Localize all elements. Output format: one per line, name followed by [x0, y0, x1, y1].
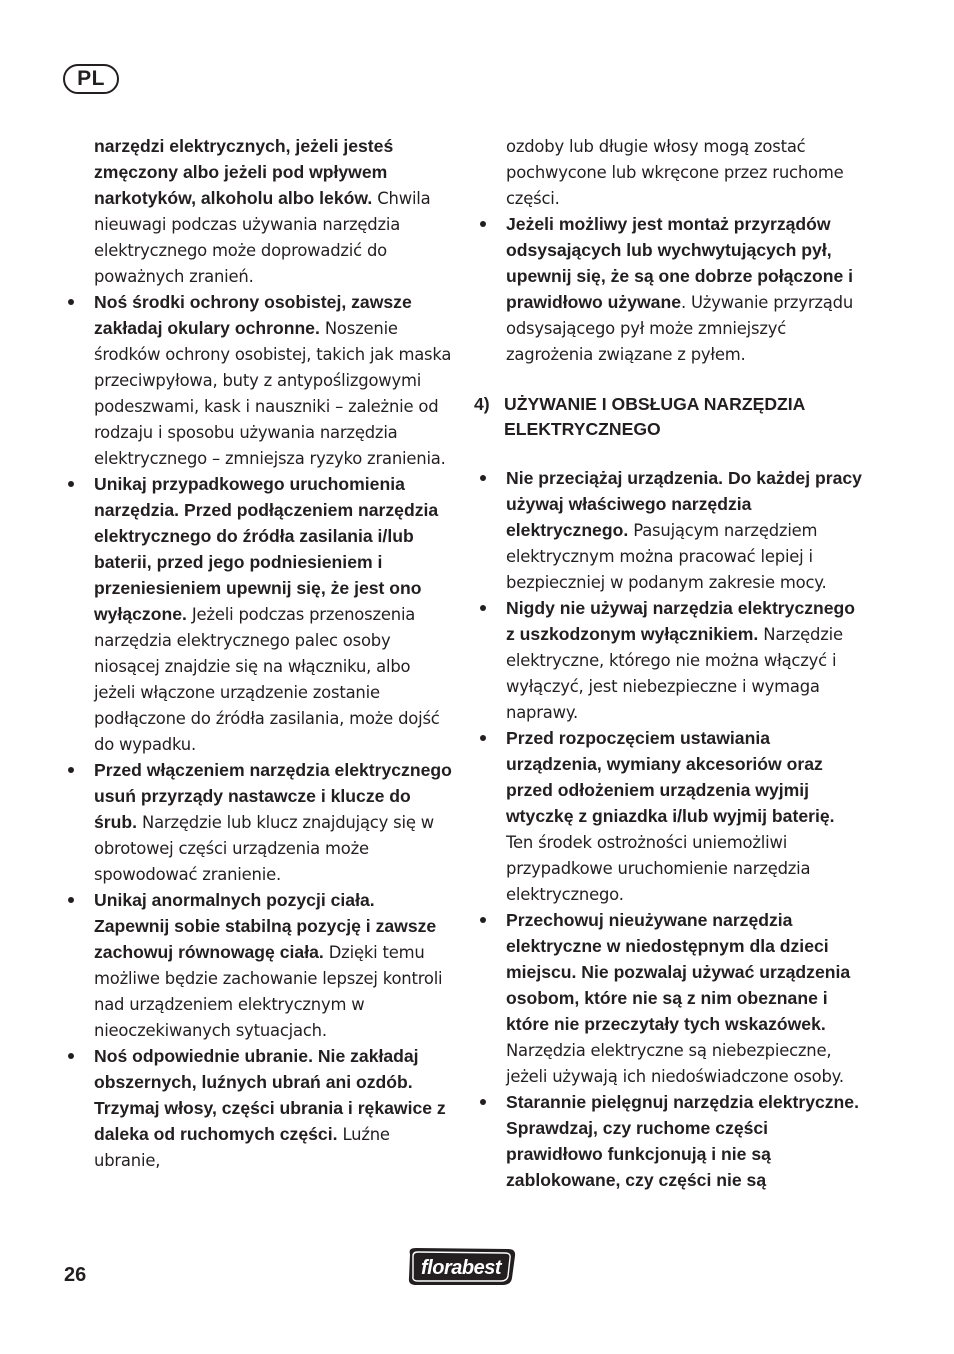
bullet-item-body-position — [62, 888, 452, 1044]
bold-text: Noś odpowiednie ubranie. Nie zakładaj obszernych, luźnych ubrań ani ozdób. Trzymaj włosy, części ubrania i rękawice z daleka od ruchomych części. — [94, 1046, 446, 1144]
body-text: Dzięki temu możliwe będzie zachowanie lepszej kontroli nad urządzeniem elektrycznym w nieoczekiwanych sytuacjach. — [94, 943, 443, 1040]
bullet-item-unplug — [474, 726, 866, 908]
section-title: UŻYWANIE I OBSŁUGA NARZĘDZIA ELEKTRYCZNEGO — [504, 394, 805, 439]
page-number: 26 — [64, 1264, 87, 1286]
language-badge: PL — [63, 64, 119, 94]
bold-text: narzędzi elektrycznych, jeżeli jesteś zmęczony albo jeżeli pod wpływem narkotyków, alkoholu albo leków. — [94, 136, 394, 208]
body-text: Narzędzie elektryczne, którego nie można włączyć i wyłączyć, jest niebezpieczne i wymaga naprawy. — [506, 625, 843, 722]
right-column — [474, 134, 866, 1194]
bold-text: Unikaj anormalnych pozycji ciała. Zapewnij sobie stabilną pozycję i zawsze zachowuj równowagę ciała. — [94, 890, 437, 962]
body-text: Noszenie środków ochrony osobistej, takich jak maska przeciwpyłowa, buty z antypoślizgowymi podeszwami, kask i nauszniki – zależnie od rodzaju i sposobu używania narzędzia elektrycznego – zmniejsza ryzyko zranienia. — [94, 319, 452, 468]
body-text: Narzędzia elektryczne są niebezpieczne, jeżeli używają ich niedoświadczone osoby. — [506, 1041, 844, 1086]
section-number: 4) — [474, 394, 490, 414]
bullet-item-damaged-switch — [474, 596, 866, 726]
bold-text: Nigdy nie używaj narzędzia elektrycznego z uszkodzonym wyłącznikiem. — [506, 598, 856, 644]
body-text: Narzędzie lub klucz znajdujący się w obrotowej części urządzenia może spowodować zranienie. — [94, 813, 434, 884]
paragraph-continuation — [62, 134, 452, 290]
bullet-item-no-overload — [474, 466, 866, 596]
bold-text: Unikaj przypadkowego uruchomienia narzędzia. Przed podłączeniem narzędzia elektrycznego do źródła zasilania i/lub baterii, przed jego podniesieniem i przeniesieniem upewnij się, że jest ono wyłączone. — [94, 474, 439, 624]
bullet-item-accidental-start — [62, 472, 452, 758]
bullet-item-storage — [474, 908, 866, 1090]
body-text: . Używanie przyrządu odsysającego pył może zmniejszyć zagrożenia związane z pyłem. — [506, 293, 854, 364]
bold-text: Przed rozpoczęciem ustawiania urządzenia, wymiany akcesoriów oraz przed odłożeniem urządzenia wyjmij wtyczkę z gniazdka i/lub wyjmij baterię. — [506, 728, 835, 826]
bold-text: Starannie pielęgnuj narzędzia elektryczne. Sprawdzaj, czy ruchome części prawidłowo funkcjonują i nie są zablokowane, czy części nie są — [506, 1092, 859, 1190]
body-text: Jeżeli podczas przenoszenia narzędzia elektrycznego palec osoby niosącej znajdzie się na włączniku, albo jeżeli włączone urządzenie zostanie podłączone do źródła zasilania, może dojść do wypadku. — [94, 605, 440, 754]
paragraph-continuation — [474, 134, 866, 212]
body-text: ozdoby lub długie włosy mogą zostać pochwycone lub wkręcone przez ruchome części. — [506, 137, 844, 208]
bold-text: Jeżeli możliwy jest montaż przyrządów odsysających lub wychwytujących pył, upewnij się, że są one dobrze połączone i prawidłowo używane — [506, 214, 854, 312]
section-heading — [474, 392, 866, 442]
bullet-item-protective-equipment — [62, 290, 452, 472]
body-text: Ten środek ostrożności uniemożliwi przypadkowe uruchomienie narzędzia elektrycznego. — [506, 833, 811, 904]
bold-text: Przechowuj nieużywane narzędzia elektryczne w niedostępnym dla dzieci miejscu. Nie pozwalaj używać urządzenia osobom, które nie są z nim obeznane i które nie przeczytały tych wskazówek. — [506, 910, 851, 1034]
body-text: Luźne ubranie, — [94, 1125, 390, 1170]
bullet-item-dust-extraction — [474, 212, 866, 368]
body-text: Pasującym narzędziem elektrycznym można pracować lepiej i bezpieczniej w podanym zakresie mocy. — [506, 521, 827, 592]
left-column — [62, 134, 452, 1174]
body-text: Chwila nieuwagi podczas używania narzędzia elektrycznego może doprowadzić do poważnych zranień. — [94, 189, 431, 286]
svg-text:florabest: florabest — [421, 1257, 501, 1279]
bullet-item-remove-keys — [62, 758, 452, 888]
bold-text: Nie przeciążaj urządzenia. Do każdej pracy używaj właściwego narzędzia elektrycznego. — [506, 468, 862, 540]
bold-text: Przed włączeniem narzędzia elektrycznego usuń przyrządy nastawcze i klucze do śrub. — [94, 760, 452, 832]
bullet-item-clothing — [62, 1044, 452, 1174]
bullet-item-maintenance — [474, 1090, 866, 1194]
bold-text: Noś środki ochrony osobistej, zawsze zakładaj okulary ochronne. — [94, 292, 412, 338]
florabest-logo — [404, 1244, 520, 1290]
